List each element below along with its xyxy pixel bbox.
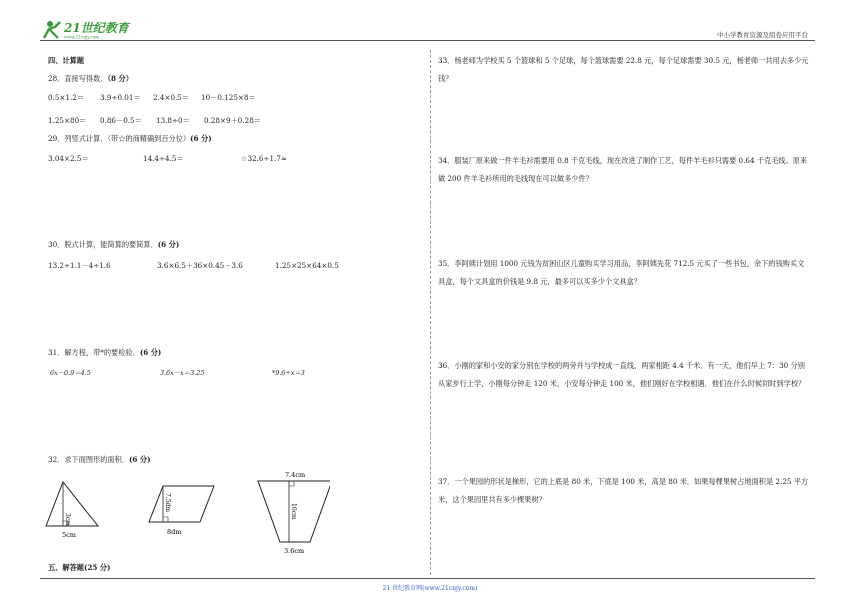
q31-item: 3.6x－x＝3.25 (160, 369, 205, 377)
q28-item: 1.25×80＝ (48, 116, 87, 125)
q29-item: 3.04×2.5＝ (48, 154, 89, 163)
section-title-answer (48, 563, 110, 573)
header-divider (40, 40, 815, 41)
parallelogram-figure (149, 486, 214, 536)
triangle-base-label: 5cm (62, 531, 76, 539)
q28-item: 2.4×0.5＝ (153, 93, 190, 102)
logo-runner-icon (40, 18, 150, 40)
q30-item: 1.25×25×64×0.5 (275, 261, 339, 270)
q32-title (48, 455, 151, 465)
column-divider (430, 50, 431, 575)
footer-divider (40, 578, 815, 579)
trapezoid-bottom-label: 3.6cm (284, 547, 305, 555)
question-37: 37．一个果园的形状是梯形，它的上底是 80 米，下底是 100 米，高是 80 米．如果每棵果树占地面积是 2.25 平方米，这个果园里共有多少棵果树？ (438, 477, 809, 504)
q29-title (48, 134, 212, 144)
triangle-height-label: 3cm (64, 513, 71, 526)
q30-title-text: 30．脱式计算，能简算的要简算． (48, 240, 158, 249)
parallelogram-height-label: 7.5dm (164, 493, 171, 513)
q31-title (48, 348, 161, 358)
q29-item: 14.4÷4.5＝ (143, 154, 184, 163)
trapezoid-height-label: 10cm (290, 503, 297, 520)
q31-score: (6 分) (139, 348, 162, 357)
site-logo (40, 18, 150, 40)
section5-title: 五、解答题 (48, 563, 84, 572)
question-33: 33．杨老师为学校买 5 个篮球和 5 个足球，每个篮球需要 22.8 元，每个足球需要 30.5 元，杨老师一共用去多少元钱？ (438, 56, 809, 83)
q31-title-text: 31．解方程，带*的要检验． (48, 348, 140, 357)
q28-title-text: 28．直接写得数． (48, 74, 108, 83)
trapezoid-top-label: 7.4cm (285, 471, 306, 479)
question-36: 36．小刚的家和小安的家分别在学校的两旁并与学校成一直线，两家相距 4.4 千米．有一天，他们早上 7：30 分别从家步行上学，小刚每分钟走 120 米，小安每分钟走 100 米，他们刚好在学校相遇．他们在什么时候同时到学校？ (438, 361, 806, 388)
question-35: 35．李阿姨计划用 1000 元钱为贫困山区儿童购买学习用品，李阿姨先花 712.5 元买了一些书包，余下的钱购买文具盒，每个文具盒的价钱是 9.8 元，最多可以买多少个文具盒？ (438, 259, 805, 286)
q29-title-text: 29．列竖式计算．（带☆的商精确到百分位） (48, 134, 191, 143)
trapezoid-figure (258, 471, 330, 555)
q28-item: 13.8÷0＝ (156, 116, 190, 125)
q31-item: 6x－0.9＝4.5 (50, 369, 91, 377)
parallelogram-base-label: 8dm (167, 528, 182, 536)
q32-title-text: 32．求下面图形的面积． (48, 455, 130, 464)
footer-link[interactable]: 21 世纪教育网(www.21cnjy.com) (382, 585, 478, 592)
q28-item: 0.28×9＋0.28＝ (204, 116, 261, 125)
section5-score: (25 分) (83, 563, 111, 572)
q28-item: 3.9÷0.01＝ (100, 93, 141, 102)
logo-subtext: www.21cnjy.com (64, 34, 100, 40)
q29-item: ☆32.6÷1.7≈ (241, 154, 287, 163)
q31-item: *9.6÷x＝3 (272, 369, 305, 377)
q32-score: (6 分) (129, 455, 151, 464)
question-34: 34．服装厂原来做一件羊毛衫需要用 0.8 千克毛线，现在改进了制作工艺，每件羊毛衫只需要 0.64 千克毛线。原来做 200 件羊毛衫所用的毛线现在可以做多少件？ (438, 156, 808, 183)
q28-title (48, 74, 133, 84)
q30-score: (6 分) (157, 240, 180, 249)
q30-item: 13.2÷1.1－4÷1.6 (48, 261, 111, 270)
q28-item: 0.5×1.2＝ (48, 93, 85, 102)
q29-score: (6 分) (190, 134, 212, 143)
q30-title (48, 240, 179, 250)
q28-score: （8 分） (107, 74, 133, 83)
section-title-calc: 四、计算题 (48, 56, 84, 65)
q28-item: 10－0.125×8＝ (201, 93, 256, 102)
header-tagline: 中小学教育资源及组卷应用平台 (717, 31, 808, 39)
q32-figures (40, 466, 330, 558)
logo-text: 21世纪教育 (64, 21, 129, 35)
q30-item: 3.6×6.5＋36×0.45－3.6 (157, 261, 243, 270)
q28-item: 0.86－0.5＝ (100, 116, 142, 125)
triangle-figure (46, 482, 98, 539)
